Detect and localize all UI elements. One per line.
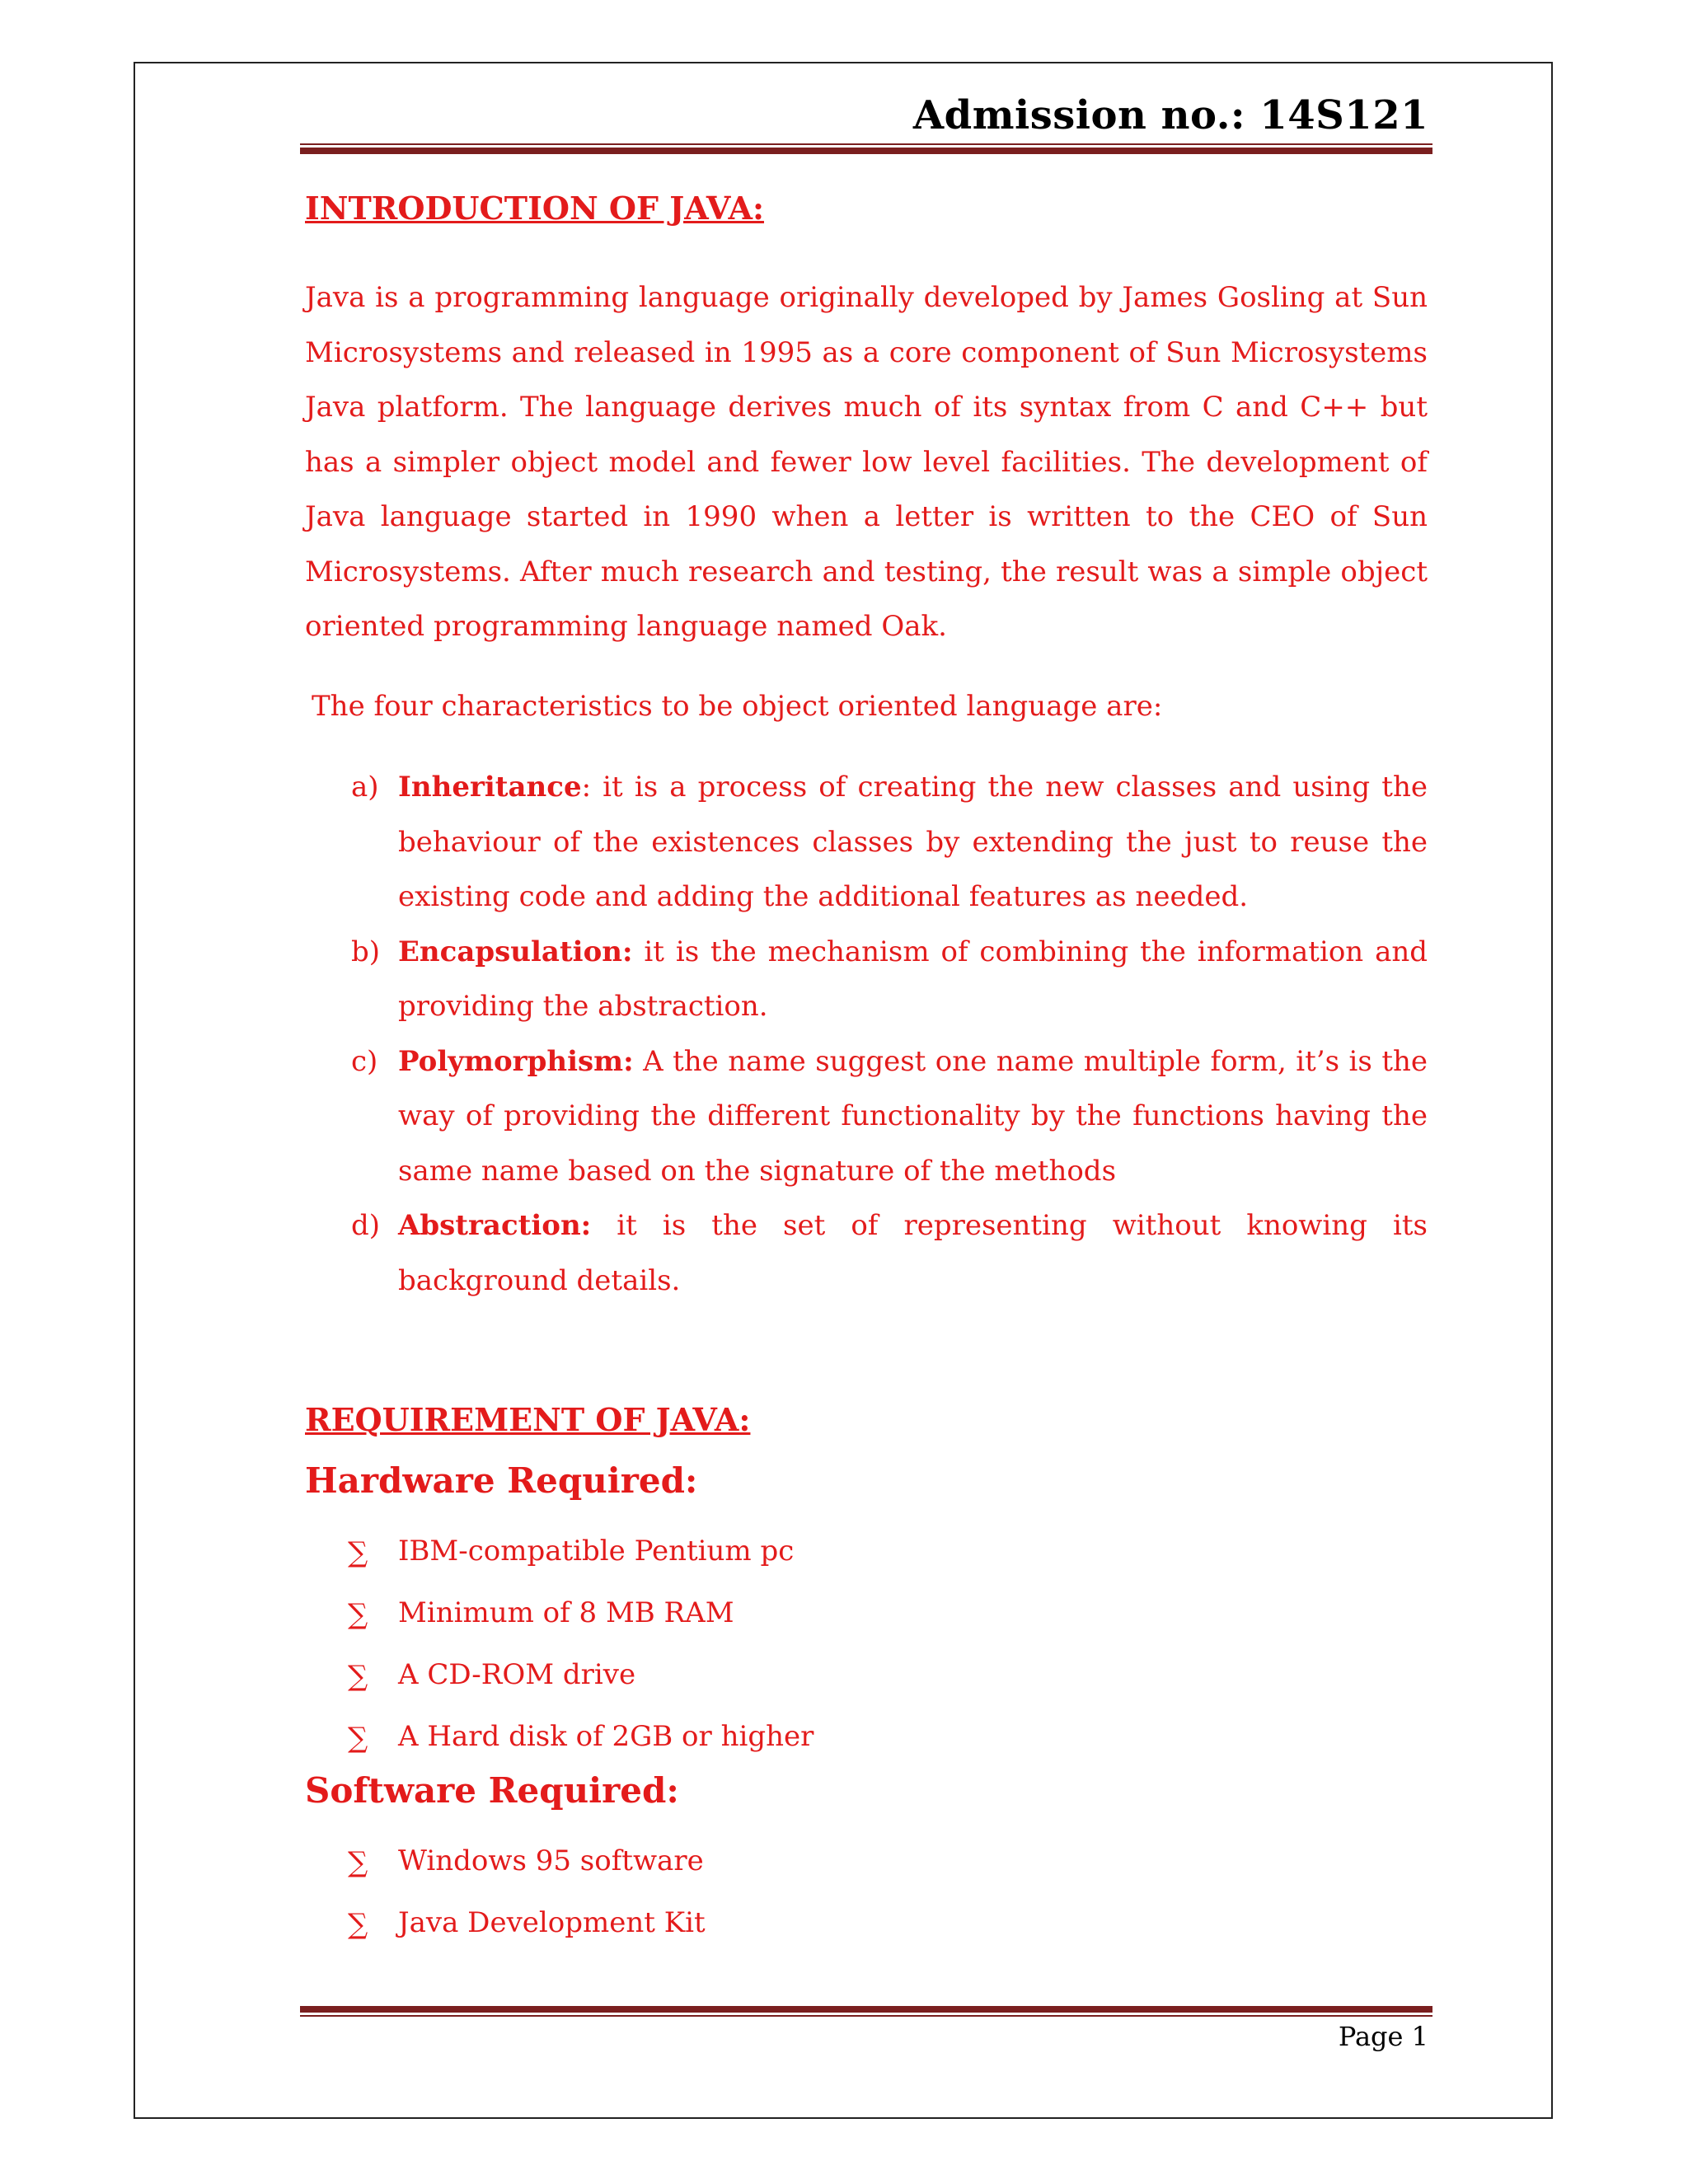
list-item (348, 1906, 706, 1968)
sigma-bullet-icon: ∑ (348, 1660, 368, 1693)
characteristics-intro: The four characteristics to be object oriented language are: (312, 690, 1163, 723)
characteristics-list (351, 760, 1428, 1308)
list-text: Java Development Kit (398, 1906, 706, 1939)
list-item (351, 1034, 1428, 1199)
hardware-heading: Hardware Required: (305, 1460, 698, 1501)
list-text: it is the mechanism of combining the information and providing the abstraction. (398, 935, 1428, 1023)
sigma-bullet-icon: ∑ (348, 1846, 368, 1879)
list-text: it is a process of creating the new classes and using the behaviour of the existences classes by extending the just to reuse the existing code and adding the additional features as needed. (398, 771, 1428, 913)
page-number: Page 1 (1338, 2021, 1428, 2052)
list-text: A Hard disk of 2GB or higher (398, 1720, 814, 1753)
list-text: A the name suggest one name multiple form, it’s is the way of providing the different functionality by the functions having the same name based on the signature of the methods (398, 1044, 1428, 1188)
list-item (348, 1658, 814, 1720)
list-text: IBM-compatible Pentium pc (398, 1535, 795, 1568)
software-heading: Software Required: (305, 1770, 679, 1811)
list-text: Windows 95 software (398, 1844, 704, 1877)
sigma-bullet-icon: ∑ (348, 1598, 368, 1631)
list-term: Abstraction: (398, 1209, 592, 1242)
list-separator: : (581, 771, 592, 804)
list-text: it is the set of representing without knowing its background details. (398, 1209, 1428, 1297)
hardware-list (348, 1535, 814, 1782)
list-text: A CD-ROM drive (398, 1658, 636, 1691)
admission-number: Admission no.: 14S121 (912, 92, 1428, 138)
list-term: Encapsulation: (398, 935, 633, 968)
intro-paragraph: Java is a programming language originally developed by James Gosling at Sun Microsystems and released in 1995 as a core component of Sun Microsystems Java platform. The language derives much of its syntax from C and C++ but has a simpler object model and fewer low level facilities. The development of Java language started in 1990 when a letter is written to the CEO of Sun Microsystems. After much research and testing, the result was a simple object oriented programming language named Oak. (305, 281, 1428, 643)
list-marker: a) (351, 771, 379, 804)
list-marker: b) (351, 935, 381, 968)
footer-rule (300, 2006, 1432, 2017)
requirements-heading: REQUIREMENT OF JAVA: (305, 1401, 751, 1438)
list-item (348, 1535, 814, 1596)
list-item (348, 1596, 814, 1658)
list-item (348, 1844, 706, 1906)
list-term: Inheritance (398, 771, 582, 804)
list-marker: d) (351, 1209, 381, 1242)
list-text: Minimum of 8 MB RAM (398, 1596, 734, 1629)
header-rule (300, 143, 1432, 154)
list-term: Polymorphism: (398, 1044, 634, 1078)
intro-heading: INTRODUCTION OF JAVA: (305, 190, 764, 227)
sigma-bullet-icon: ∑ (348, 1908, 368, 1941)
sigma-bullet-icon: ∑ (348, 1722, 368, 1755)
sigma-bullet-icon: ∑ (348, 1536, 368, 1569)
software-list (348, 1844, 706, 1968)
list-item (351, 925, 1428, 1034)
list-item (351, 1198, 1428, 1308)
list-item (351, 760, 1428, 925)
list-marker: c) (351, 1044, 378, 1078)
